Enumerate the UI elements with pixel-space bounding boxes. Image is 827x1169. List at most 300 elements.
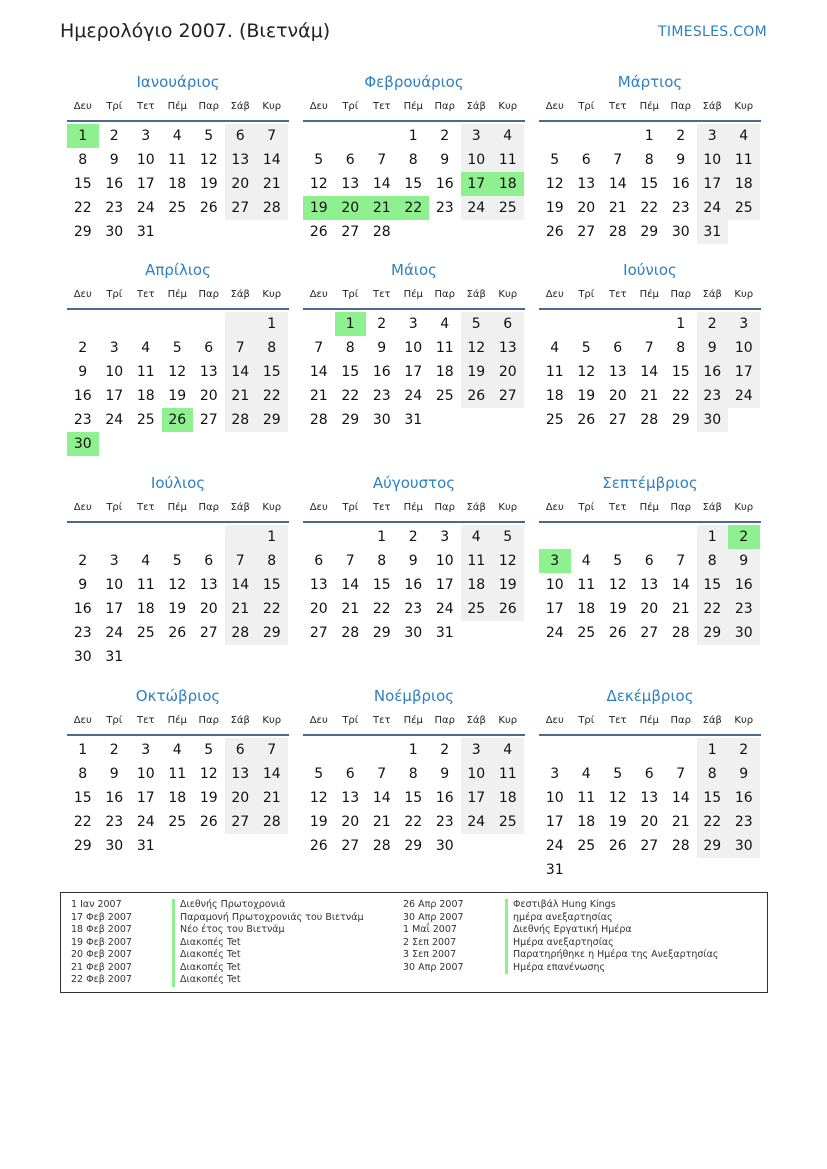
day-cell[interactable]: 15 (372, 577, 391, 593)
brand-link[interactable]: TIMESLES.COM (658, 24, 767, 40)
day-cell[interactable]: 21 (608, 200, 627, 216)
day-cell[interactable]: 9 (78, 364, 88, 380)
day-cell[interactable]: 8 (697, 549, 729, 573)
day-cell[interactable]: 29 (341, 412, 360, 428)
day-cell[interactable]: 23 (697, 384, 729, 408)
day-cell[interactable]: 18 (168, 790, 187, 806)
day-cell[interactable]: 19 (608, 814, 627, 830)
day-cell[interactable]: 16 (105, 790, 124, 806)
day-cell[interactable]: 21 (671, 601, 690, 617)
day-cell[interactable]: 7 (377, 152, 387, 168)
day-cell[interactable]: 8 (697, 762, 729, 786)
day-cell[interactable]: 20 (309, 601, 328, 617)
day-cell[interactable]: 28 (671, 625, 690, 641)
day-cell[interactable]: 11 (168, 766, 187, 782)
day-cell[interactable]: 20 (225, 172, 257, 196)
day-cell[interactable]: 22 (671, 388, 690, 404)
day-cell[interactable]: 7 (377, 766, 387, 782)
day-cell[interactable]: 22 (372, 601, 391, 617)
day-cell[interactable]: 15 (671, 364, 690, 380)
day-cell[interactable]: 18 (577, 601, 596, 617)
day-cell[interactable]: 24 (105, 625, 124, 641)
day-cell[interactable]: 3 (728, 312, 760, 336)
day-cell[interactable]: 24 (545, 625, 564, 641)
day-cell[interactable]: 4 (728, 124, 760, 148)
day-cell[interactable]: 4 (141, 340, 151, 356)
day-cell[interactable]: 23 (105, 200, 124, 216)
day-cell[interactable]: 31 (404, 412, 423, 428)
day-cell[interactable]: 18 (136, 388, 155, 404)
day-cell[interactable]: 23 (105, 814, 124, 830)
day-cell[interactable]: 25 (461, 597, 493, 621)
day-cell[interactable]: 27 (225, 196, 257, 220)
day-cell[interactable]: 29 (372, 625, 391, 641)
day-cell[interactable]: 25 (168, 200, 187, 216)
day-cell[interactable]: 15 (697, 786, 729, 810)
day-cell[interactable]: 9 (728, 762, 760, 786)
day-cell[interactable]: 2 (676, 128, 686, 144)
day-cell[interactable]: 25 (577, 838, 596, 854)
day-cell[interactable]: 7 (225, 549, 257, 573)
day-cell[interactable]: 12 (309, 176, 328, 192)
day-cell[interactable]: 7 (644, 340, 654, 356)
day-cell[interactable]: 17 (545, 814, 564, 830)
day-cell[interactable]: 28 (372, 838, 391, 854)
day-cell[interactable]: 19 (577, 388, 596, 404)
day-cell[interactable]: 5 (314, 766, 324, 782)
day-cell[interactable]: 3 (141, 128, 151, 144)
day-cell[interactable]: 17 (728, 360, 760, 384)
day-cell[interactable]: 12 (199, 152, 218, 168)
day-cell[interactable]: 26 (199, 200, 218, 216)
day-cell[interactable]: 24 (461, 810, 493, 834)
day-cell[interactable]: 21 (256, 172, 288, 196)
day-cell[interactable]: 2 (408, 529, 418, 545)
day-cell[interactable]: 26 (492, 597, 524, 621)
day-cell[interactable]: 17 (545, 601, 564, 617)
day-cell[interactable]: 12 (168, 364, 187, 380)
day-cell[interactable]: 12 (309, 790, 328, 806)
day-cell[interactable]: 12 (168, 577, 187, 593)
day-cell[interactable]: 10 (728, 336, 760, 360)
day-cell[interactable]: 1 (697, 738, 729, 762)
day-cell[interactable]: 29 (73, 838, 92, 854)
day-cell[interactable]: 28 (372, 224, 391, 240)
day-cell[interactable]: 4 (440, 316, 450, 332)
day-cell[interactable]: 1 (377, 529, 387, 545)
day-cell[interactable]: 24 (461, 196, 493, 220)
day-cell[interactable]: 12 (545, 176, 564, 192)
day-cell[interactable]: 11 (492, 148, 524, 172)
day-cell[interactable]: 4 (172, 742, 182, 758)
day-cell[interactable]: 15 (256, 573, 288, 597)
day-cell[interactable]: 14 (372, 790, 391, 806)
day-cell[interactable]: 6 (613, 340, 623, 356)
day-cell[interactable]: 11 (461, 549, 493, 573)
day-cell[interactable]: 13 (608, 364, 627, 380)
day-cell[interactable]: 5 (581, 340, 591, 356)
day-cell[interactable]: 6 (225, 124, 257, 148)
day-cell[interactable]: 2 (728, 738, 760, 762)
day-cell[interactable]: 22 (398, 196, 430, 220)
day-cell[interactable]: 2 (697, 312, 729, 336)
day-cell[interactable]: 8 (78, 766, 88, 782)
day-cell[interactable]: 14 (671, 577, 690, 593)
day-cell[interactable]: 15 (256, 360, 288, 384)
day-cell[interactable]: 3 (440, 529, 450, 545)
day-cell[interactable]: 1 (676, 316, 686, 332)
day-cell[interactable]: 30 (728, 834, 760, 858)
day-cell[interactable]: 1 (408, 742, 418, 758)
day-cell[interactable]: 9 (377, 340, 387, 356)
day-cell[interactable]: 15 (404, 790, 423, 806)
day-cell[interactable]: 1 (67, 124, 99, 148)
day-cell[interactable]: 29 (256, 408, 288, 432)
day-cell[interactable]: 26 (608, 625, 627, 641)
day-cell[interactable]: 30 (67, 432, 99, 456)
day-cell[interactable]: 31 (136, 838, 155, 854)
day-cell[interactable]: 2 (109, 128, 119, 144)
day-cell[interactable]: 14 (256, 148, 288, 172)
day-cell[interactable]: 22 (697, 810, 729, 834)
day-cell[interactable]: 5 (613, 553, 623, 569)
day-cell[interactable]: 23 (728, 810, 760, 834)
day-cell[interactable]: 24 (697, 196, 729, 220)
day-cell[interactable]: 27 (492, 384, 524, 408)
day-cell[interactable]: 4 (141, 553, 151, 569)
day-cell[interactable]: 25 (136, 625, 155, 641)
day-cell[interactable]: 20 (199, 601, 218, 617)
day-cell[interactable]: 28 (608, 224, 627, 240)
day-cell[interactable]: 17 (136, 790, 155, 806)
day-cell[interactable]: 2 (78, 340, 88, 356)
day-cell[interactable]: 16 (435, 176, 454, 192)
day-cell[interactable]: 22 (404, 814, 423, 830)
day-cell[interactable]: 10 (545, 790, 564, 806)
day-cell[interactable]: 23 (435, 200, 454, 216)
day-cell[interactable]: 18 (435, 364, 454, 380)
day-cell[interactable]: 27 (341, 224, 360, 240)
day-cell[interactable]: 9 (109, 152, 119, 168)
day-cell[interactable]: 3 (697, 124, 729, 148)
day-cell[interactable]: 1 (256, 525, 288, 549)
day-cell[interactable]: 14 (608, 176, 627, 192)
day-cell[interactable]: 19 (492, 573, 524, 597)
day-cell[interactable]: 9 (728, 549, 760, 573)
day-cell[interactable]: 19 (309, 814, 328, 830)
day-cell[interactable]: 30 (73, 649, 92, 665)
day-cell[interactable]: 13 (492, 336, 524, 360)
day-cell[interactable]: 6 (225, 738, 257, 762)
day-cell[interactable]: 21 (225, 384, 257, 408)
day-cell[interactable]: 22 (341, 388, 360, 404)
day-cell[interactable]: 23 (372, 388, 391, 404)
day-cell[interactable]: 15 (640, 176, 659, 192)
day-cell[interactable]: 13 (341, 790, 360, 806)
day-cell[interactable]: 16 (697, 360, 729, 384)
day-cell[interactable]: 17 (404, 364, 423, 380)
day-cell[interactable]: 18 (492, 786, 524, 810)
day-cell[interactable]: 30 (105, 838, 124, 854)
day-cell[interactable]: 18 (577, 814, 596, 830)
day-cell[interactable]: 29 (404, 838, 423, 854)
day-cell[interactable]: 10 (105, 577, 124, 593)
day-cell[interactable]: 15 (73, 790, 92, 806)
day-cell[interactable]: 9 (697, 336, 729, 360)
day-cell[interactable]: 25 (168, 814, 187, 830)
day-cell[interactable]: 22 (697, 597, 729, 621)
day-cell[interactable]: 31 (136, 224, 155, 240)
day-cell[interactable]: 21 (366, 196, 398, 220)
day-cell[interactable]: 1 (644, 128, 654, 144)
day-cell[interactable]: 6 (492, 312, 524, 336)
day-cell[interactable]: 24 (545, 838, 564, 854)
day-cell[interactable]: 26 (577, 412, 596, 428)
day-cell[interactable]: 23 (728, 597, 760, 621)
day-cell[interactable]: 4 (492, 738, 524, 762)
day-cell[interactable]: 26 (199, 814, 218, 830)
day-cell[interactable]: 16 (671, 176, 690, 192)
day-cell[interactable]: 27 (341, 838, 360, 854)
day-cell[interactable]: 27 (199, 625, 218, 641)
day-cell[interactable]: 11 (545, 364, 564, 380)
day-cell[interactable]: 28 (341, 625, 360, 641)
day-cell[interactable]: 6 (345, 152, 355, 168)
day-cell[interactable]: 12 (492, 549, 524, 573)
day-cell[interactable]: 27 (640, 625, 659, 641)
day-cell[interactable]: 14 (372, 176, 391, 192)
day-cell[interactable]: 1 (78, 742, 88, 758)
day-cell[interactable]: 8 (377, 553, 387, 569)
day-cell[interactable]: 11 (577, 577, 596, 593)
day-cell[interactable]: 27 (309, 625, 328, 641)
day-cell[interactable]: 16 (404, 577, 423, 593)
day-cell[interactable]: 13 (640, 790, 659, 806)
day-cell[interactable]: 22 (256, 384, 288, 408)
day-cell[interactable]: 24 (728, 384, 760, 408)
day-cell[interactable]: 5 (550, 152, 560, 168)
day-cell[interactable]: 6 (581, 152, 591, 168)
day-cell[interactable]: 28 (309, 412, 328, 428)
day-cell[interactable]: 23 (671, 200, 690, 216)
day-cell[interactable]: 25 (136, 412, 155, 428)
day-cell[interactable]: 7 (613, 152, 623, 168)
day-cell[interactable]: 7 (676, 766, 686, 782)
day-cell[interactable]: 13 (341, 176, 360, 192)
day-cell[interactable]: 21 (671, 814, 690, 830)
day-cell[interactable]: 13 (309, 577, 328, 593)
day-cell[interactable]: 20 (492, 360, 524, 384)
day-cell[interactable]: 10 (105, 364, 124, 380)
day-cell[interactable]: 14 (640, 364, 659, 380)
day-cell[interactable]: 28 (225, 408, 257, 432)
day-cell[interactable]: 20 (225, 786, 257, 810)
day-cell[interactable]: 8 (644, 152, 654, 168)
day-cell[interactable]: 3 (550, 766, 560, 782)
day-cell[interactable]: 26 (309, 224, 328, 240)
day-cell[interactable]: 16 (728, 786, 760, 810)
day-cell[interactable]: 9 (676, 152, 686, 168)
day-cell[interactable]: 4 (581, 553, 591, 569)
day-cell[interactable]: 23 (404, 601, 423, 617)
day-cell[interactable]: 11 (435, 340, 454, 356)
day-cell[interactable]: 20 (577, 200, 596, 216)
day-cell[interactable]: 6 (644, 766, 654, 782)
day-cell[interactable]: 30 (372, 412, 391, 428)
day-cell[interactable]: 24 (136, 200, 155, 216)
day-cell[interactable]: 23 (435, 814, 454, 830)
day-cell[interactable]: 6 (644, 553, 654, 569)
day-cell[interactable]: 12 (608, 790, 627, 806)
day-cell[interactable]: 2 (728, 525, 760, 549)
day-cell[interactable]: 17 (105, 601, 124, 617)
day-cell[interactable]: 3 (408, 316, 418, 332)
day-cell[interactable]: 6 (314, 553, 324, 569)
day-cell[interactable]: 18 (136, 601, 155, 617)
day-cell[interactable]: 26 (461, 384, 493, 408)
day-cell[interactable]: 7 (225, 336, 257, 360)
day-cell[interactable]: 27 (225, 810, 257, 834)
day-cell[interactable]: 19 (199, 790, 218, 806)
day-cell[interactable]: 9 (78, 577, 88, 593)
day-cell[interactable]: 5 (613, 766, 623, 782)
day-cell[interactable]: 23 (73, 625, 92, 641)
day-cell[interactable]: 26 (545, 224, 564, 240)
day-cell[interactable]: 16 (372, 364, 391, 380)
day-cell[interactable]: 10 (136, 766, 155, 782)
day-cell[interactable]: 29 (256, 621, 288, 645)
day-cell[interactable]: 25 (577, 625, 596, 641)
day-cell[interactable]: 26 (309, 838, 328, 854)
day-cell[interactable]: 20 (335, 196, 367, 220)
day-cell[interactable]: 7 (345, 553, 355, 569)
day-cell[interactable]: 31 (105, 649, 124, 665)
day-cell[interactable]: 22 (73, 814, 92, 830)
day-cell[interactable]: 17 (461, 172, 493, 196)
day-cell[interactable]: 30 (697, 408, 729, 432)
day-cell[interactable]: 6 (204, 553, 214, 569)
day-cell[interactable]: 16 (435, 790, 454, 806)
day-cell[interactable]: 16 (73, 601, 92, 617)
day-cell[interactable]: 1 (697, 525, 729, 549)
day-cell[interactable]: 28 (256, 810, 288, 834)
day-cell[interactable]: 18 (461, 573, 493, 597)
day-cell[interactable]: 11 (136, 364, 155, 380)
day-cell[interactable]: 4 (581, 766, 591, 782)
day-cell[interactable]: 5 (172, 553, 182, 569)
day-cell[interactable]: 24 (105, 412, 124, 428)
day-cell[interactable]: 25 (492, 810, 524, 834)
day-cell[interactable]: 10 (461, 148, 493, 172)
day-cell[interactable]: 29 (697, 834, 729, 858)
day-cell[interactable]: 30 (404, 625, 423, 641)
day-cell[interactable]: 18 (545, 388, 564, 404)
day-cell[interactable]: 21 (341, 601, 360, 617)
day-cell[interactable]: 17 (435, 577, 454, 593)
day-cell[interactable]: 14 (225, 360, 257, 384)
day-cell[interactable]: 19 (545, 200, 564, 216)
day-cell[interactable]: 29 (671, 412, 690, 428)
day-cell[interactable]: 16 (728, 573, 760, 597)
day-cell[interactable]: 8 (78, 152, 88, 168)
day-cell[interactable]: 30 (671, 224, 690, 240)
day-cell[interactable]: 18 (728, 172, 760, 196)
day-cell[interactable]: 2 (440, 742, 450, 758)
day-cell[interactable]: 12 (608, 577, 627, 593)
day-cell[interactable]: 3 (461, 738, 493, 762)
day-cell[interactable]: 28 (256, 196, 288, 220)
day-cell[interactable]: 4 (172, 128, 182, 144)
day-cell[interactable]: 9 (440, 766, 450, 782)
day-cell[interactable]: 17 (461, 786, 493, 810)
day-cell[interactable]: 29 (697, 621, 729, 645)
day-cell[interactable]: 8 (256, 549, 288, 573)
day-cell[interactable]: 21 (225, 597, 257, 621)
day-cell[interactable]: 21 (309, 388, 328, 404)
day-cell[interactable]: 29 (73, 224, 92, 240)
day-cell[interactable]: 21 (640, 388, 659, 404)
day-cell[interactable]: 8 (408, 152, 418, 168)
day-cell[interactable]: 19 (608, 601, 627, 617)
day-cell[interactable]: 19 (168, 388, 187, 404)
day-cell[interactable]: 11 (577, 790, 596, 806)
day-cell[interactable]: 22 (73, 200, 92, 216)
day-cell[interactable]: 8 (345, 340, 355, 356)
day-cell[interactable]: 25 (435, 388, 454, 404)
day-cell[interactable]: 22 (640, 200, 659, 216)
day-cell[interactable]: 20 (199, 388, 218, 404)
day-cell[interactable]: 28 (225, 621, 257, 645)
day-cell[interactable]: 24 (435, 601, 454, 617)
day-cell[interactable]: 13 (199, 577, 218, 593)
day-cell[interactable]: 5 (314, 152, 324, 168)
day-cell[interactable]: 8 (256, 336, 288, 360)
day-cell[interactable]: 13 (640, 577, 659, 593)
day-cell[interactable]: 6 (345, 766, 355, 782)
day-cell[interactable]: 5 (204, 128, 214, 144)
day-cell[interactable]: 9 (408, 553, 418, 569)
day-cell[interactable]: 5 (461, 312, 493, 336)
day-cell[interactable]: 24 (404, 388, 423, 404)
day-cell[interactable]: 27 (577, 224, 596, 240)
day-cell[interactable]: 28 (671, 838, 690, 854)
day-cell[interactable]: 23 (73, 412, 92, 428)
day-cell[interactable]: 18 (168, 176, 187, 192)
day-cell[interactable]: 19 (461, 360, 493, 384)
day-cell[interactable]: 11 (168, 152, 187, 168)
day-cell[interactable]: 12 (199, 766, 218, 782)
day-cell[interactable]: 24 (136, 814, 155, 830)
day-cell[interactable]: 7 (314, 340, 324, 356)
day-cell[interactable]: 26 (168, 625, 187, 641)
day-cell[interactable]: 17 (697, 172, 729, 196)
day-cell[interactable]: 10 (697, 148, 729, 172)
day-cell[interactable]: 14 (256, 762, 288, 786)
day-cell[interactable]: 19 (168, 601, 187, 617)
day-cell[interactable]: 5 (492, 525, 524, 549)
day-cell[interactable]: 25 (492, 196, 524, 220)
day-cell[interactable]: 19 (303, 196, 335, 220)
day-cell[interactable]: 31 (545, 862, 564, 878)
day-cell[interactable]: 28 (640, 412, 659, 428)
day-cell[interactable]: 27 (608, 412, 627, 428)
day-cell[interactable]: 30 (105, 224, 124, 240)
day-cell[interactable]: 1 (256, 312, 288, 336)
day-cell[interactable]: 26 (608, 838, 627, 854)
day-cell[interactable]: 1 (408, 128, 418, 144)
day-cell[interactable]: 17 (105, 388, 124, 404)
day-cell[interactable]: 10 (136, 152, 155, 168)
